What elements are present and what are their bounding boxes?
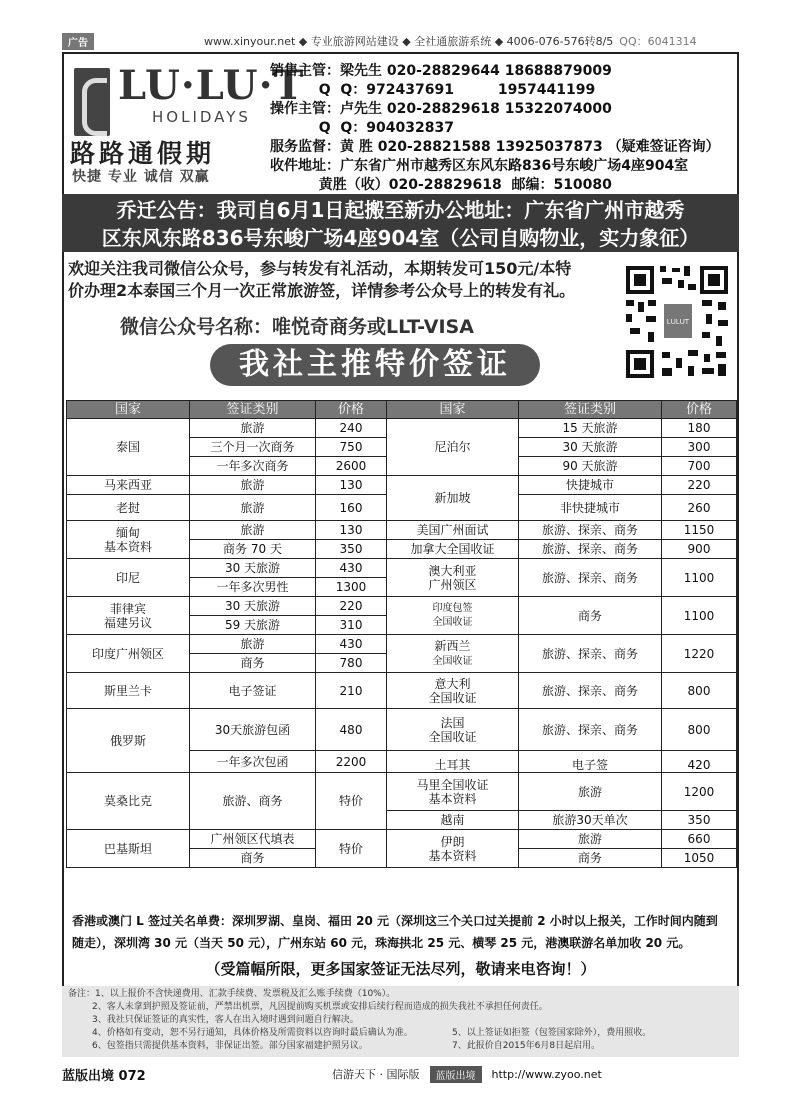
- type-cell: 旅游、探亲、商务: [519, 709, 662, 751]
- country-note: 福建另议: [103, 615, 152, 630]
- price-cell: 1300: [316, 578, 387, 597]
- country-cell: 老挝: [67, 495, 190, 521]
- type-cell: 一年多次男性: [190, 578, 316, 597]
- country-cell: 斯里兰卡: [67, 673, 190, 709]
- country-note: 基本资料: [428, 848, 477, 863]
- remark-line: 2、客人未拿到护照及签证前，严禁出机票，凡因提前购买机票或安排后续行程而造成的损失我社不承担任何责任。: [92, 1002, 548, 1012]
- price-cell: 900: [662, 540, 737, 559]
- logo-holidays: HOLIDAYS: [152, 108, 251, 126]
- price-cell: 800: [662, 673, 737, 709]
- country-note: 全国收证: [428, 690, 477, 705]
- wechat-line: 价办理2本泰国三个月一次正常旅游签，详情参考公众号上的转发有礼。: [68, 281, 576, 300]
- remark-line: 3、我社只保证签证的真实性，客人在出入境时遇到问题自行解决。: [92, 1015, 359, 1025]
- country-cell: 泰国: [67, 419, 190, 476]
- space-limit-note: （受篇幅所限，更多国家签证无法尽列，敬请来电咨询！）: [205, 960, 596, 978]
- table-row: [67, 830, 737, 849]
- country-name: 马里全国收证: [416, 777, 489, 792]
- remarks: [62, 986, 739, 1057]
- table-row: [67, 521, 737, 540]
- price-cell: 210: [316, 673, 387, 709]
- type-cell: 旅游、探亲、商务: [519, 521, 662, 540]
- table-row: [67, 709, 737, 751]
- hk-note-line: 香港或澳门 L 签过关名单费：深圳罗湖、皇岗、福田 20 元（深圳这三个关口过关提前 2 小时以上报关，工作时间内随到: [72, 914, 718, 928]
- contact-line: Q Q：904032837: [270, 120, 454, 136]
- type-cell: 旅游、探亲、商务: [519, 635, 662, 673]
- country-cell: [387, 559, 519, 597]
- country-name: 法国: [440, 715, 465, 730]
- type-cell: 59 天旅游: [190, 616, 316, 635]
- column-header: 价格: [662, 401, 737, 419]
- footer: [62, 1064, 739, 1084]
- price-cell: 160: [316, 495, 387, 521]
- logo-english: LU·LU·T: [118, 62, 305, 109]
- price-cell: 2200: [316, 751, 387, 773]
- price-cell: 1220: [662, 635, 737, 673]
- type-cell: 一年多次商务: [190, 457, 316, 476]
- country-note: 全国收证: [432, 655, 473, 667]
- type-cell: 旅游: [190, 476, 316, 495]
- price-cell: 130: [316, 521, 387, 540]
- type-cell: 90 天旅游: [519, 457, 662, 476]
- country-cell: 加拿大全国收证: [387, 540, 519, 559]
- price-cell: 300: [662, 438, 737, 457]
- table-row: [67, 476, 737, 495]
- contact-line: 黄胜（收）020-28829618 邮编：510080: [270, 177, 612, 193]
- type-cell: 旅游: [190, 495, 316, 521]
- country-note: 基本资料: [103, 539, 152, 554]
- price-cell: 420: [662, 751, 737, 773]
- type-cell: 非快捷城市: [519, 495, 662, 521]
- country-name: 菲律宾: [109, 601, 146, 616]
- price-cell: 1150: [662, 521, 737, 540]
- type-cell: 广州领区代填表: [190, 830, 316, 849]
- country-cell: [387, 830, 519, 868]
- country-cell: 印尼: [67, 559, 190, 597]
- type-cell: 商务: [519, 597, 662, 635]
- country-cell: [67, 597, 190, 635]
- ad-tag: 广告: [62, 33, 94, 50]
- column-header: 国家: [67, 401, 190, 419]
- price-cell: 1200: [662, 773, 737, 811]
- type-cell: 商务 70 天: [190, 540, 316, 559]
- top-strip: [62, 32, 737, 50]
- top-strip-text: www.xinyour.net ◆ 专业旅游网站建设 ◆ 全社通旅游系统 ◆ 4006-076-576转8/5: [204, 35, 614, 48]
- qr-code-icon: [622, 262, 732, 382]
- price-cell: 430: [316, 559, 387, 578]
- contact-line: 服务监督：黄 胜 020-28821588 13925037873 （疑难签证咨询）: [270, 139, 720, 155]
- wechat-line: 欢迎关注我司微信公众号，参与转发有礼活动，本期转发可150元/本特: [68, 259, 572, 278]
- hk-note-line: 随走），深圳湾 30 元（当天 50 元），广州东站 60 元，珠海拱北 25 元、横琴 25 元，港澳联游名单加收 20 元。: [72, 936, 691, 950]
- country-cell: 美国广州面试: [387, 521, 519, 540]
- qr-logo-label: LULUT: [666, 319, 690, 326]
- table-row: [67, 559, 737, 578]
- price-cell: 1050: [662, 849, 737, 868]
- logo-slogan: 快捷 专业 诚信 双赢: [72, 169, 210, 185]
- price-cell: 特价: [316, 830, 387, 868]
- header: [62, 52, 739, 194]
- logo-mark-icon: [74, 68, 110, 136]
- contact-line: Q Q：972437691 1957441199: [270, 82, 596, 98]
- relocation-notice: [62, 194, 739, 252]
- country-note: 全国收证: [428, 729, 477, 744]
- type-cell: 商务: [519, 849, 662, 868]
- price-cell: 700: [662, 457, 737, 476]
- type-cell: 电子签证: [190, 673, 316, 709]
- price-cell: 2600: [316, 457, 387, 476]
- type-cell: 旅游、探亲、商务: [519, 559, 662, 597]
- price-cell: 350: [316, 540, 387, 559]
- price-cell: 1100: [662, 597, 737, 635]
- type-cell: 30 天旅游: [190, 559, 316, 578]
- contact-line: 操作主管：卢先生 020-28829618 15322074000: [270, 101, 612, 117]
- table-row: [67, 635, 737, 654]
- price-cell: 480: [316, 709, 387, 751]
- remark-line: 5、以上签证如拒签（包签国家除外），费用照收。: [452, 1028, 652, 1038]
- country-note: 广州领区: [428, 577, 477, 592]
- country-cell: [387, 635, 519, 673]
- price-cell: 750: [316, 438, 387, 457]
- country-name: 伊朗: [440, 834, 465, 849]
- country-cell: 巴基斯坦: [67, 830, 190, 868]
- country-cell: 越南: [387, 811, 519, 830]
- contact-line: 销售主管：梁先生 020-28829644 18688879009: [270, 63, 612, 79]
- type-cell: 15 天旅游: [519, 419, 662, 438]
- type-cell: 旅游30天单次: [519, 811, 662, 830]
- price-cell: 1100: [662, 559, 737, 597]
- price-cell: 240: [316, 419, 387, 438]
- footer-tag: 蓝版出境: [430, 1066, 482, 1083]
- country-cell: [387, 773, 519, 811]
- price-cell: 180: [662, 419, 737, 438]
- top-strip-qq: QQ：6041314: [619, 35, 697, 48]
- country-name: 意大利: [434, 676, 471, 691]
- price-cell: 特价: [316, 773, 387, 830]
- type-cell: 一年多次包函: [190, 751, 316, 773]
- price-cell: 220: [662, 476, 737, 495]
- remark-row: [68, 1040, 733, 1053]
- notice-line: 区东风东路836号东峻广场4座904室（公司自购物业，实力象征）: [101, 226, 700, 250]
- column-header: 签证类别: [190, 401, 316, 419]
- country-name: 缅甸: [115, 525, 140, 540]
- hk-macau-note: [72, 910, 732, 954]
- price-cell: 220: [316, 597, 387, 616]
- country-cell: 新加坡: [387, 476, 519, 521]
- country-name: 澳大利亚: [428, 563, 477, 578]
- type-cell: 旅游: [190, 521, 316, 540]
- country-cell: [387, 709, 519, 751]
- wechat-promo: [62, 258, 622, 302]
- page-number: 蓝版出境 072: [62, 1068, 146, 1084]
- logo: [70, 62, 305, 190]
- wechat-account-name: 微信公众号名称：唯悦奇商务或LLT-VISA: [120, 316, 474, 338]
- table-row: [67, 773, 737, 811]
- type-cell: 30 天旅游: [519, 438, 662, 457]
- country-cell: 马来西亚: [67, 476, 190, 495]
- logo-chinese: 路路通假期: [70, 139, 216, 168]
- notice-line: 乔迁公告：我司自6月1日起搬至新办公地址：广东省广州市越秀: [116, 198, 685, 222]
- remark-line: 7、此报价自2015年6月8日起启用。: [452, 1041, 601, 1051]
- price-cell: 130: [316, 476, 387, 495]
- featured-banner: 我社主推特价签证: [210, 344, 540, 386]
- remark-line: 备注：1、以上报价不含快递费用、汇款手续费、发票税及汇么账手续费（10%）。: [68, 989, 396, 999]
- footer-url[interactable]: http://www.zyoo.net: [491, 1067, 602, 1081]
- type-cell: 旅游、商务: [190, 773, 316, 830]
- country-note: 全国收证: [432, 616, 473, 628]
- footer-brand: 信游天下 · 国际版: [332, 1068, 420, 1081]
- country-cell: [387, 597, 519, 635]
- type-cell: 三个月一次商务: [190, 438, 316, 457]
- country-cell: [387, 673, 519, 709]
- type-cell: 旅游: [190, 635, 316, 654]
- country-name: 新西兰: [434, 638, 471, 653]
- type-cell: 快捷城市: [519, 476, 662, 495]
- country-cell: [67, 521, 190, 559]
- type-cell: 30天旅游包函: [190, 709, 316, 751]
- price-cell: 800: [662, 709, 737, 751]
- remark-row: [68, 1027, 733, 1040]
- type-cell: 旅游: [519, 830, 662, 849]
- price-cell: 660: [662, 830, 737, 849]
- price-cell: 780: [316, 654, 387, 673]
- country-cell: 尼泊尔: [387, 419, 519, 476]
- price-cell: 430: [316, 635, 387, 654]
- price-cell: 310: [316, 616, 387, 635]
- column-header: 签证类别: [519, 401, 662, 419]
- type-cell: 30 天旅游: [190, 597, 316, 616]
- type-cell: 旅游、探亲、商务: [519, 673, 662, 709]
- country-note: 基本资料: [428, 791, 477, 806]
- contact-info: [270, 62, 735, 195]
- country-cell: 印度广州领区: [67, 635, 190, 673]
- type-cell: 旅游、探亲、商务: [519, 540, 662, 559]
- country-cell: 土耳其: [387, 751, 519, 773]
- table-row: [67, 597, 737, 616]
- remark-line: 4、价格如有变动，恕不另行通知，具体价格及所需资料以咨询时最后确认为准。: [92, 1028, 413, 1038]
- remark-line: 6、包签指只需提供基本资料，非保证出签。部分国家福建护照另议。: [92, 1041, 368, 1051]
- country-cell: 俄罗斯: [67, 709, 190, 773]
- type-cell: 旅游: [519, 773, 662, 811]
- country-name: 印度包签: [432, 602, 473, 614]
- table-row: [67, 673, 737, 709]
- country-cell: 莫桑比克: [67, 773, 190, 830]
- column-header: 价格: [316, 401, 387, 419]
- table-header-row: [67, 401, 737, 419]
- contact-line: 收件地址：广东省广州市越秀区东风东路836号东峻广场4座904室: [270, 158, 689, 174]
- table-row: [67, 419, 737, 438]
- type-cell: 商务: [190, 654, 316, 673]
- type-cell: 电子签: [519, 751, 662, 773]
- type-cell: 商务: [190, 849, 316, 868]
- price-cell: 260: [662, 495, 737, 521]
- visa-price-table: [66, 400, 737, 868]
- type-cell: 旅游: [190, 419, 316, 438]
- column-header: 国家: [387, 401, 519, 419]
- price-cell: 350: [662, 811, 737, 830]
